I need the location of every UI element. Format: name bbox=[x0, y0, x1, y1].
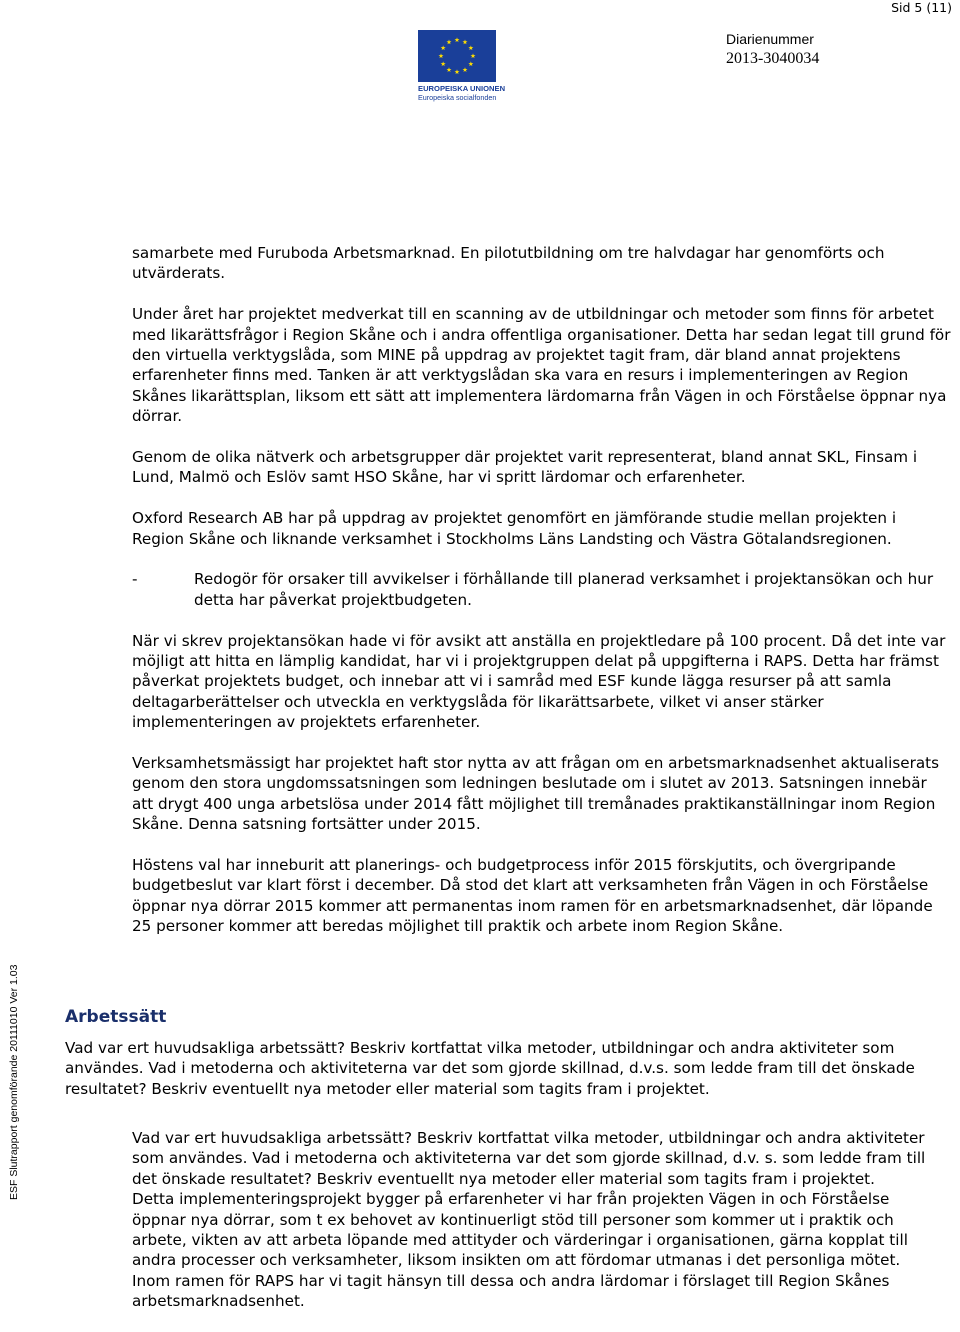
section-question: Vad var ert huvudsakliga arbetssätt? Beskriv kortfattat vilka metoder, utbildningar och andra aktiviteter som användes. Vad i metoderna och aktiviteterna var det som gjorde skillnad, d.v.s. som ledde fram till det önskade resultatet? Beskriv eventuellt nya metoder eller material som tagits fram i projektet. bbox=[65, 1039, 915, 1098]
section-heading: Arbetssätt bbox=[65, 1007, 167, 1027]
eu-flag-icon bbox=[418, 30, 496, 82]
diarie-number: 2013-3040034 bbox=[726, 50, 820, 67]
paragraph: Under året har projektet medverkat till en scanning av de utbildningar och metoder som finns för arbetet med likarättsfrågor i Region Skåne och i andra offentliga organisationer. Detta har sedan legat till grund för den virtuella verktygslåda, som MINE på uppdrag av projektet tagit fram, där bland annat projektens erfarenheter finns med. Tanken är att verktygslådan ska vara en resurs i implementeringen av Region Skånes likarättsplan, liksom ett sätt att implementera lärdomarna från Vägen in och Förståelse öppnar nya dörrar. bbox=[132, 305, 951, 426]
paragraph: Oxford Research AB har på uppdrag av projektet genomfört en jämförande studie mellan projekten i Region Skåne och liknande verksamhet i Stockholms Läns Landsting och Västra Götalandsregionen. bbox=[132, 509, 897, 548]
diarie-label: Diarienummer bbox=[726, 31, 814, 47]
diarie-block bbox=[726, 30, 819, 69]
logo-line2: Europeiska socialfonden bbox=[418, 93, 497, 102]
body-text bbox=[132, 243, 952, 957]
eu-logo bbox=[418, 30, 506, 102]
dash-item-text: Redogör för orsaker till avvikelser i förhållande till planerad verksamhet i projektansökan och hur detta har påverkat projektbudgeten. bbox=[194, 570, 934, 609]
page-number: Sid 5 (11) bbox=[891, 0, 952, 15]
paragraph: När vi skrev projektansökan hade vi för avsikt att anställa en projektledare på 100 procent. Då det inte var möjligt att hitta en lämplig kandidat, har vi i projektgruppen delat på uppgifterna i RAPS. Detta har främst påverkat projektets budget, och innebar att vi i samråd med ESF kunde lägga resurser på att samla deltagarberättelser och utveckla en verktygslåda för likarättsarbete, vilket vi anser stärker implementeringen av projektets erfarenheter. bbox=[132, 631, 946, 732]
dash-marker: - bbox=[132, 570, 138, 589]
paragraph: Höstens val har inneburit att planerings- och budgetprocess inför 2015 förskjutits, och övergripande budgetbeslut var klart först i december. Då stod det klart att verksamheten från Vägen in och Förståelse öppnar nya dörrar 2015 kommer att permanentas inom ramen för en arbetsmarknadsenhet, där löpande 25 personer kommer att beredas möjlighet till praktik och arbete inom Region Skåne. bbox=[132, 856, 933, 936]
paragraph: samarbete med Furuboda Arbetsmarknad. En pilotutbildning om tre halvdagar har genomförts och utvärderats. bbox=[132, 244, 885, 283]
logo-line1: EUROPEISKA UNIONEN bbox=[418, 84, 506, 93]
paragraph: Genom de olika nätverk och arbetsgrupper där projektet varit representerat, bland annat SKL, Finsam i Lund, Malmö och Eslöv samt HSO Skåne, har vi spritt lärdomar och erfarenheter. bbox=[132, 448, 918, 487]
answer-text: Detta implementeringsprojekt bygger på erfarenheter vi har från projekten Vägen in och Förståelse öppnar nya dörrar, som t ex behovet av kontinuerligt stöd till personer som kommer ut i praktik och arbete, vikten av att arbeta löpande med attityder och värderingar i organisationen, gärna kopplat till andra processer och verksamheter, liksom insikten om att fördomar utmanas i det personliga mötet. Inom ramen för RAPS har vi tagit hänsyn till dessa och andra lärdomar i förslaget till Region Skånes arbetsmarknadsenhet. bbox=[132, 1190, 908, 1311]
answer-question-repeat: Vad var ert huvudsakliga arbetssätt? Beskriv kortfattat vilka metoder, utbildningar och andra aktiviteter som användes. Vad i metoderna och aktiviteterna var det som gjorde skillnad, d.v. s. som ledde fram till det önskade resultatet? Beskriv eventuellt nya metoder eller material som tagits fram i projektet. bbox=[132, 1129, 926, 1188]
paragraph: Verksamhetsmässigt har projektet haft stor nytta av att frågan om en arbetsmarknadsenhet aktualiserats genom den stora ungdomssatsningen som ledningen beslutade om i slutet av 2013. Satsningen innebär att drygt 400 unga arbetslösa under 2014 fått möjlighet till tremånades praktikanställningar inom Region Skåne. Denna satsning fortsätter under 2015. bbox=[132, 754, 940, 834]
side-footer-label: ESF Slutrapport genomförande 20111010 Ver 1.03 bbox=[8, 964, 20, 1200]
dash-list-item bbox=[132, 569, 952, 610]
section-answer bbox=[132, 1128, 942, 1312]
